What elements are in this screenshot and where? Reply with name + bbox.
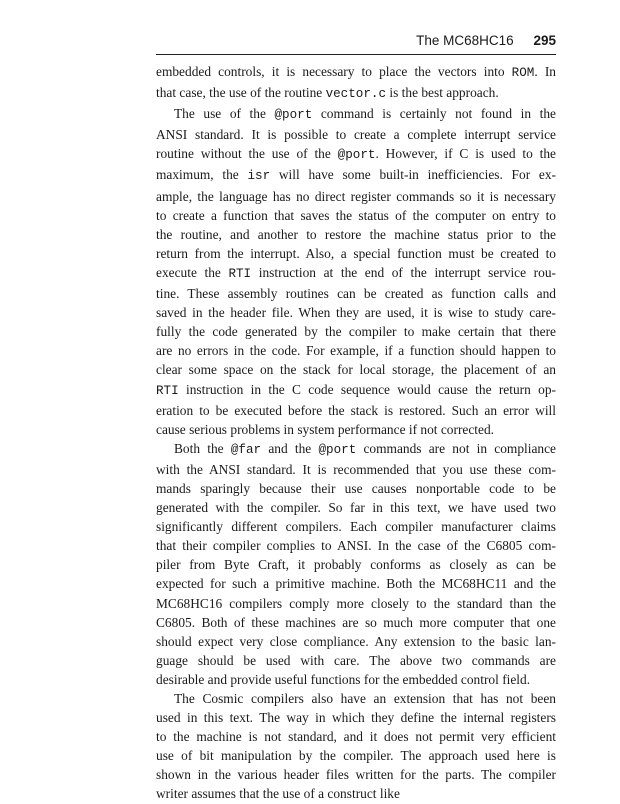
header-rule bbox=[156, 54, 556, 55]
code-term: @port bbox=[318, 442, 357, 457]
code-term: @port bbox=[274, 108, 313, 123]
body-text bbox=[156, 62, 556, 804]
text-line: desirable and provide useful functions for the embedded control field. bbox=[156, 671, 531, 687]
code-term: vector.c bbox=[325, 87, 387, 102]
code-term: isr bbox=[247, 169, 271, 184]
text-line: shown in the various header files written for the parts. The compiler bbox=[156, 767, 556, 783]
text-line: The use of the @port command is certainly not found in the bbox=[174, 106, 556, 123]
text-line: to the machine is not standard, and it does not permit very efficient bbox=[156, 729, 556, 745]
text-line: Both the @far and the @port commands are not in compliance bbox=[174, 440, 556, 457]
code-term: ROM bbox=[511, 66, 535, 80]
text-line: mands sparingly because their use causes nonportable code to be bbox=[156, 480, 556, 496]
text-line: ample, the language has no direct register commands so it is necessary bbox=[156, 188, 556, 204]
text-line: ANSI standard. It is possible to create a complete interrupt service bbox=[156, 127, 556, 143]
text-line: with the ANSI standard. It is recommended that you use these com- bbox=[156, 461, 556, 477]
text-line: the routine, and another to restore the machine status prior to the bbox=[156, 226, 556, 242]
text-line: clear some space on the stack for local storage, the placement of an bbox=[156, 362, 556, 378]
paragraph bbox=[156, 689, 556, 804]
paragraph bbox=[156, 439, 556, 689]
text-line: eration to be executed before the stack is restored. Such an error will bbox=[156, 402, 556, 418]
text-line: routine without the use of the @port. However, if C is used to the bbox=[156, 146, 556, 163]
code-term: @port bbox=[337, 148, 376, 163]
paragraph bbox=[156, 62, 556, 104]
text-line: cause serious problems in system performance if not corrected. bbox=[156, 421, 494, 437]
text-line: saved in the header file. When they are used, it is wise to study care- bbox=[156, 305, 556, 321]
text-line: are no errors in the code. For example, if a function should happen to bbox=[156, 343, 556, 359]
text-line: use of bit manipulation by the compiler. The approach used here is bbox=[156, 748, 556, 764]
text-line: used in this text. The way in which they define the internal registers bbox=[156, 710, 556, 726]
text-line: should expect very close compliance. Any extension to the basic lan- bbox=[156, 633, 556, 649]
text-line: that their compiler complies to ANSI. In the case of the C6805 com- bbox=[156, 538, 556, 554]
text-line: return from the interrupt. Also, a special function must be created to bbox=[156, 245, 556, 261]
text-line: RTI instruction in the C code sequence would cause the return op- bbox=[156, 381, 556, 398]
text-line: guage should be used with care. The above two commands are bbox=[156, 652, 556, 668]
text-line: piler from Byte Craft, it probably conforms as closely as can be bbox=[156, 557, 556, 573]
chapter-title: The MC68HC16 bbox=[416, 33, 514, 48]
text-line: writer assumes that the use of a construct like bbox=[156, 786, 400, 802]
text-line: expected for such a primitive machine. Both the MC68HC11 and the bbox=[156, 576, 556, 592]
code-term: RTI bbox=[156, 383, 179, 398]
text-line: maximum, the isr will have some built-in inefficiencies. For ex- bbox=[156, 167, 556, 184]
page-number: 295 bbox=[533, 33, 556, 48]
paragraph bbox=[156, 104, 556, 439]
text-line: The Cosmic compilers also have an extension that has not been bbox=[174, 691, 556, 706]
running-header bbox=[156, 32, 556, 50]
text-line: execute the RTI instruction at the end of the interrupt service rou- bbox=[156, 264, 556, 281]
text-line: to create a function that saves the status of the computer on entry to bbox=[156, 207, 556, 223]
code-term: @far bbox=[230, 442, 262, 457]
text-line: generated with the compiler. So far in this text, we have used two bbox=[156, 500, 556, 516]
text-line: MC68HC16 compilers comply more closely to the standard than the bbox=[156, 595, 556, 611]
code-term: RTI bbox=[228, 266, 252, 281]
text-line: embedded controls, it is necessary to place the vectors into ROM. In bbox=[156, 64, 556, 80]
text-line: significantly different compilers. Each compiler manufacturer claims bbox=[156, 519, 556, 535]
text-line: tine. These assembly routines can be created as function calls and bbox=[156, 286, 556, 302]
text-line: C6805. Both of these machines are so much more computer that one bbox=[156, 614, 556, 630]
text-line: fully the code generated by the compiler to make certain that there bbox=[156, 324, 556, 340]
text-line: that case, the use of the routine vector.c is the best approach. bbox=[156, 85, 499, 102]
